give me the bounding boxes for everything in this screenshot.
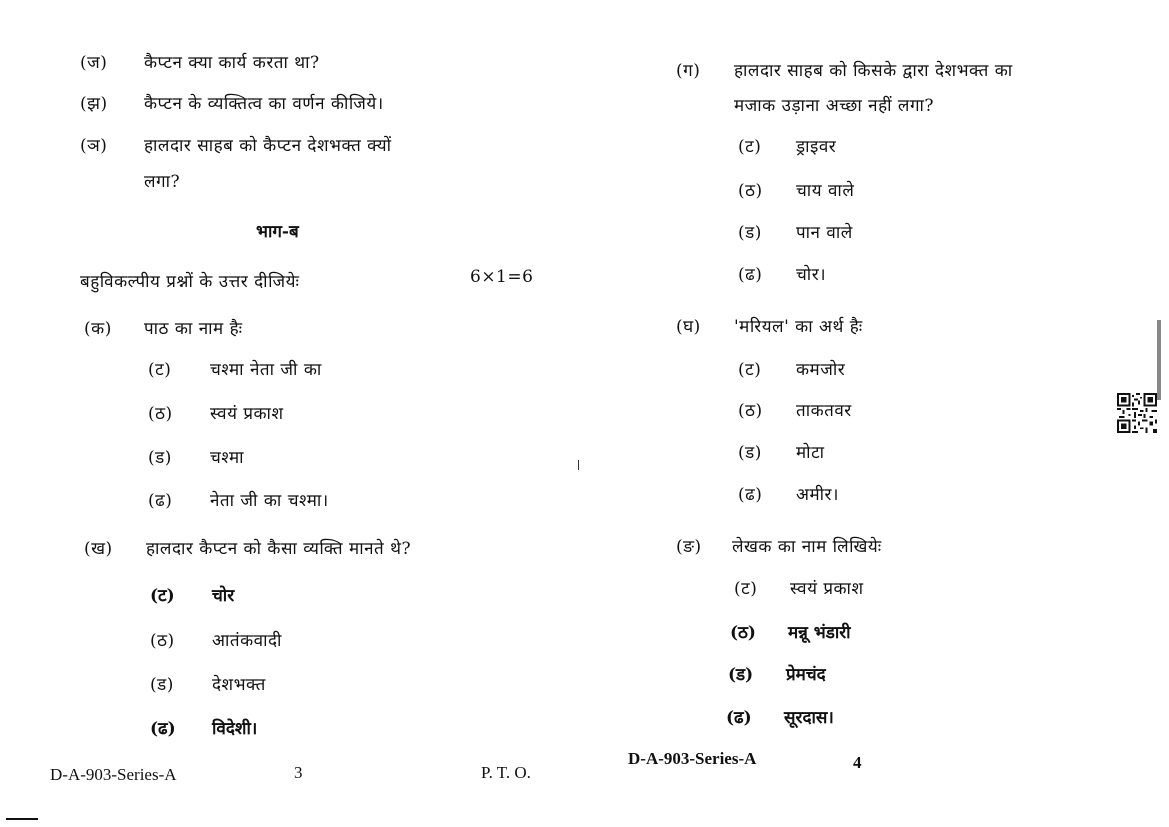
option-label: (ठ) xyxy=(730,623,756,643)
mcq-label: (घ) xyxy=(676,317,701,337)
question-nya xyxy=(80,133,392,156)
option xyxy=(148,401,284,424)
option xyxy=(728,662,826,685)
question-continuation: लगा? xyxy=(144,172,181,192)
option-label: (ठ) xyxy=(738,401,763,421)
mcq-label: (ग) xyxy=(676,61,701,81)
option xyxy=(148,488,329,511)
section-title: भाग-ब xyxy=(256,222,299,242)
option-label: (ढ) xyxy=(738,265,763,285)
option xyxy=(150,716,257,739)
option-label: (ड) xyxy=(148,448,172,468)
option-label: (ट) xyxy=(738,137,762,157)
option xyxy=(150,583,234,606)
footer-code: D-A-903-Series-A xyxy=(628,749,757,768)
option-label: (ढ) xyxy=(738,485,763,505)
option xyxy=(148,445,244,468)
option xyxy=(726,705,834,728)
option xyxy=(150,628,282,651)
option xyxy=(738,440,825,463)
option-text: चोर। xyxy=(796,265,827,285)
mcq-instruction: बहुविकल्पीय प्रश्नों के उत्तर दीजियेः xyxy=(80,272,300,292)
option-text: स्वयं प्रकाश xyxy=(790,579,864,599)
mcq-text: पाठ का नाम हैः xyxy=(144,319,243,339)
mcq-question-kha xyxy=(84,536,411,559)
option-label: (ट) xyxy=(738,360,762,380)
option-text: चश्मा नेता जी का xyxy=(210,360,322,380)
option-text: प्रेमचंद xyxy=(786,665,826,685)
option-text: नेता जी का चश्मा। xyxy=(210,491,329,511)
scan-mark-dash xyxy=(6,818,38,820)
option-text: कमजोर xyxy=(796,360,846,380)
footer-pto: P. T. O. xyxy=(481,763,531,782)
option-label: (ढ) xyxy=(150,719,176,739)
mcq-question-ga xyxy=(676,58,1013,81)
mcq-question-nga xyxy=(676,534,882,557)
question-label: (ञ) xyxy=(80,136,108,156)
marks: 6×1=6 xyxy=(470,267,534,287)
option xyxy=(730,620,851,643)
option xyxy=(738,220,853,243)
option-text: मोटा xyxy=(796,443,825,463)
option xyxy=(148,357,322,380)
footer-code: D-A-903-Series-A xyxy=(50,765,177,784)
option-label: (ट) xyxy=(150,586,175,606)
qr-code-icon xyxy=(1117,393,1157,433)
option-text: पान वाले xyxy=(796,223,853,243)
mcq-label: (ख) xyxy=(84,539,113,559)
option-label: (ठ) xyxy=(738,181,763,201)
option-text: चाय वाले xyxy=(796,181,855,201)
question-text: कैप्टन के व्यक्तित्व का वर्णन कीजिये। xyxy=(144,94,384,114)
option-text: देशभक्त xyxy=(212,675,266,695)
mcq-label: (ङ) xyxy=(676,537,702,557)
question-jh xyxy=(80,91,384,114)
option-text: आतंकवादी xyxy=(212,631,282,651)
question-text: कैप्टन क्या कार्य करता था? xyxy=(144,53,320,73)
mcq-label: (क) xyxy=(84,319,112,339)
footer-page-number: 4 xyxy=(853,753,862,772)
mcq-text: हालदार साहब को किसके द्वारा देशभक्त का xyxy=(734,61,1013,81)
mcq-question-gha xyxy=(676,314,863,337)
option xyxy=(150,672,266,695)
question-label: (झ) xyxy=(80,94,108,114)
scan-mark xyxy=(578,460,579,470)
option-text: ताकतवर xyxy=(796,401,852,421)
option-label: (ठ) xyxy=(150,631,175,651)
option xyxy=(738,134,836,157)
option-text: ड्राइवर xyxy=(796,137,837,157)
option-text: चोर xyxy=(212,586,235,606)
option-text: अमीर। xyxy=(796,485,839,505)
option xyxy=(738,178,854,201)
question-label: (ज) xyxy=(80,53,108,73)
option-label: (ठ) xyxy=(148,404,173,424)
option-text: विदेशी। xyxy=(212,719,258,739)
option-label: (ड) xyxy=(738,223,762,243)
option-text: सूरदास। xyxy=(784,708,834,728)
option xyxy=(738,398,852,421)
question-text: हालदार साहब को कैप्टन देशभक्त क्यों xyxy=(144,136,392,156)
mcq-text: 'मरियल' का अर्थ हैः xyxy=(734,317,863,337)
option-label: (ड) xyxy=(738,443,762,463)
mcq-text: हालदार कैप्टन को कैसा व्यक्ति मानते थे? xyxy=(146,539,412,559)
option xyxy=(738,262,826,285)
option-label: (ड) xyxy=(728,665,754,685)
option xyxy=(738,482,839,505)
footer-page-number: 3 xyxy=(294,763,303,782)
scan-edge-shadow xyxy=(1157,320,1161,400)
option-text: चश्मा xyxy=(210,448,245,468)
option-label: (ड) xyxy=(150,675,174,695)
mcq-continuation: मजाक उड़ाना अच्छा नहीं लगा? xyxy=(734,96,935,116)
mcq-text: लेखक का नाम लिखियेः xyxy=(732,537,882,557)
option xyxy=(734,576,864,599)
option-text: स्वयं प्रकाश xyxy=(210,404,284,424)
option-label: (ढ) xyxy=(148,491,173,511)
mcq-question-ka xyxy=(84,316,243,339)
option-label: (ट) xyxy=(148,360,172,380)
question-j xyxy=(80,50,320,73)
option-label: (ढ) xyxy=(726,708,752,728)
option-text: मन्नू भंडारी xyxy=(788,623,851,643)
option-label: (ट) xyxy=(734,579,758,599)
option xyxy=(738,357,845,380)
